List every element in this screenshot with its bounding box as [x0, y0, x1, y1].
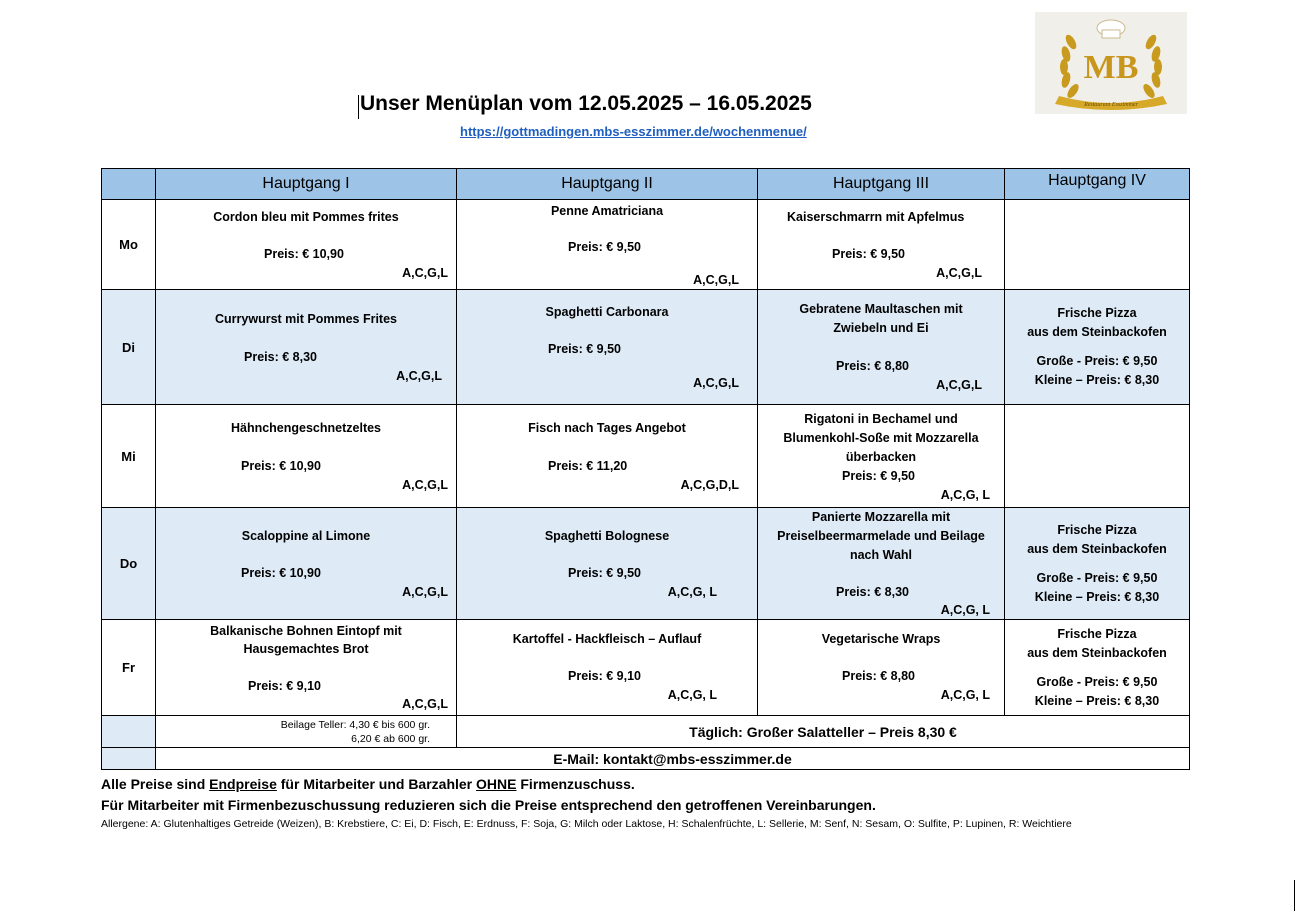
pizza-cell [1005, 290, 1190, 405]
corner-cell [102, 169, 156, 200]
dish-name: Hähnchengeschnetzeltes [230, 421, 382, 435]
menu-cell [457, 508, 758, 620]
dish-price: Preis: € 10,90 [241, 566, 321, 580]
logo-subtext: Restaurant Esszimmer [1084, 102, 1138, 108]
dish-name: Penne Amatriciana [550, 204, 664, 218]
dish-price: Preis: € 9,50 [832, 247, 905, 261]
dish-name-line: Hausgemachtes Brot [243, 642, 369, 656]
dish-name: Fisch nach Tages Angebot [528, 421, 686, 435]
pizza-subtitle: aus dem Steinbackofen [1027, 645, 1167, 660]
day-label: Mi [102, 405, 156, 508]
footer-price-note: Alle Preise sind Endpreise für Mitarbeiter und Barzahler OHNE Firmenzuschuss. [101, 776, 635, 792]
table-row [102, 290, 1190, 405]
column-header: Hauptgang IV [1005, 169, 1190, 200]
pizza-title: Frische Pizza [1057, 626, 1137, 641]
dish-name-line: Rigatoni in Bechamel und [804, 412, 958, 426]
text-cursor [358, 95, 359, 119]
dish-allergens: A,C,G, L [940, 488, 990, 502]
day-label: Di [102, 290, 156, 405]
menu-cell [758, 620, 1005, 716]
menu-cell [758, 200, 1005, 290]
dish-name-line: Gebratene Maultaschen mit [799, 302, 963, 316]
menu-cell [156, 200, 457, 290]
dish-price: Preis: € 9,50 [568, 566, 641, 580]
menu-cell [457, 405, 758, 508]
dish-allergens: A,C,G,L [402, 585, 448, 599]
pizza-small-price: Kleine – Preis: € 8,30 [1034, 693, 1160, 708]
menu-cell [457, 620, 758, 716]
dish-price: Preis: € 8,80 [842, 669, 915, 683]
footer-discount-note: Für Mitarbeiter mit Firmenbezuschussung reduzieren sich die Preise entsprechend den getroffenen Vereinbarungen. [101, 797, 876, 813]
dish-name: Vegetarische Wraps [821, 632, 941, 646]
dish-price: Preis: € 10,90 [241, 459, 321, 473]
dish-name: Kartoffel - Hackfleisch – Auflauf [512, 632, 702, 646]
sides-row [102, 716, 1190, 748]
dish-allergens: A,C,G, L [940, 603, 990, 617]
dish-allergens: A,C,G,L [936, 266, 982, 280]
dish-name-line: Panierte Mozzarella mit [811, 510, 951, 524]
email-row [102, 748, 1190, 770]
dish-price: Preis: € 9,10 [248, 679, 321, 693]
dish-price: Preis: € 9,50 [568, 240, 641, 254]
menu-cell [758, 508, 1005, 620]
pizza-cell [1005, 508, 1190, 620]
menu-cell [156, 405, 457, 508]
day-label: Mo [102, 200, 156, 290]
dish-price: Preis: € 8,30 [836, 585, 909, 599]
column-header: Hauptgang I [156, 169, 457, 200]
dish-name-line: nach Wahl [849, 548, 913, 562]
dish-name-line: Balkanische Bohnen Eintopf mit [210, 624, 402, 638]
pizza-subtitle: aus dem Steinbackofen [1027, 325, 1167, 339]
dish-allergens: A,C,G,L [396, 369, 442, 383]
dish-price: Preis: € 9,50 [842, 469, 915, 483]
dish-allergens: A,C,G, L [940, 688, 990, 702]
dish-allergens: A,C,G,L [693, 376, 739, 390]
pizza-cell [1005, 620, 1190, 716]
table-row [102, 200, 1190, 290]
column-header: Hauptgang III [758, 169, 1005, 200]
dish-allergens: A,C,G,L [402, 697, 448, 711]
dish-allergens: A,C,G,L [693, 273, 739, 287]
email-corner [102, 748, 156, 770]
pizza-title: Frische Pizza [1057, 306, 1137, 320]
salad-offer: Täglich: Großer Salatteller – Preis 8,30 € [457, 716, 1190, 748]
dish-allergens: A,C,G,L [402, 266, 448, 280]
menu-cell [156, 620, 457, 716]
table-row [102, 508, 1190, 620]
sides-corner [102, 716, 156, 748]
page-title: Unser Menüplan vom 12.05.2025 – 16.05.2025 [360, 92, 812, 115]
dish-price: Preis: € 8,80 [836, 359, 909, 373]
dish-name: Spaghetti Bolognese [544, 529, 670, 543]
pizza-title: Frische Pizza [1057, 522, 1137, 537]
pizza-large-price: Große - Preis: € 9,50 [1036, 354, 1158, 368]
pizza-subtitle: aus dem Steinbackofen [1027, 541, 1167, 556]
dish-name: Currywurst mit Pommes Frites [215, 312, 397, 326]
contact-email[interactable]: E-Mail: kontakt@mbs-esszimmer.de [156, 748, 1190, 770]
empty-cell [1005, 200, 1190, 290]
dish-name-line: Blumenkohl-Soße mit Mozzarella [783, 431, 979, 445]
dish-price: Preis: € 10,90 [264, 247, 344, 261]
menu-cell [156, 508, 457, 620]
beilage-line: Beilage Teller: 4,30 € bis 600 gr. [280, 718, 430, 731]
empty-cell [1005, 405, 1190, 508]
dish-name: Spaghetti Carbonara [545, 305, 669, 319]
dish-allergens: A,C,G,D,L [680, 478, 739, 492]
table-row [102, 405, 1190, 508]
column-header: Hauptgang II [457, 169, 758, 200]
pizza-small-price: Kleine – Preis: € 8,30 [1034, 373, 1160, 387]
dish-allergens: A,C,G,L [402, 478, 448, 492]
page-edge-line [1294, 880, 1295, 911]
pizza-small-price: Kleine – Preis: € 8,30 [1034, 589, 1160, 604]
logo-text: MB [1083, 49, 1139, 86]
menu-link[interactable]: https://gottmadingen.mbs-esszimmer.de/wochenmenue/ [460, 124, 807, 139]
menu-table [101, 168, 1190, 770]
dish-name: Scaloppine al Limone [241, 529, 371, 543]
beilage-cell [156, 716, 457, 748]
dish-name-line: Zwiebeln und Ei [833, 321, 929, 335]
pizza-large-price: Große - Preis: € 9,50 [1036, 674, 1158, 689]
menu-cell [758, 290, 1005, 405]
dish-name-line: Preiselbeermarmelade und Beilage [777, 529, 985, 543]
dish-allergens: A,C,G, L [667, 688, 717, 702]
dish-price: Preis: € 9,50 [548, 342, 621, 356]
dish-allergens: A,C,G,L [936, 378, 982, 392]
menu-cell [457, 200, 758, 290]
menu-cell [758, 405, 1005, 508]
menu-cell [156, 290, 457, 405]
beilage-line: 6,20 € ab 600 gr. [351, 732, 430, 745]
dish-name: Kaiserschmarrn mit Apfelmus [787, 210, 965, 224]
dish-name: Cordon bleu mit Pommes frites [213, 210, 399, 224]
dish-price: Preis: € 11,20 [548, 459, 628, 473]
header-row [102, 169, 1190, 200]
day-label: Do [102, 508, 156, 620]
dish-allergens: A,C,G, L [667, 585, 717, 599]
menu-cell [457, 290, 758, 405]
table-row [102, 620, 1190, 716]
dish-price: Preis: € 9,10 [568, 669, 641, 683]
restaurant-logo [1035, 12, 1187, 114]
dish-price: Preis: € 8,30 [244, 350, 317, 364]
footer-allergen-legend: Allergene: A: Glutenhaltiges Getreide (Weizen), B: Krebstiere, C: Ei, D: Fisch, E: Erdnuss, F: Soja, G: Milch oder Laktose, H: Schalenfrüchte, L: Sellerie, M: Senf, N: Sesam, O: Sulfite, P: Lupinen, R: Weichtiere [101, 818, 1072, 830]
dish-name-line: überbacken [845, 450, 917, 464]
pizza-large-price: Große - Preis: € 9,50 [1036, 570, 1158, 585]
day-label: Fr [102, 620, 156, 716]
